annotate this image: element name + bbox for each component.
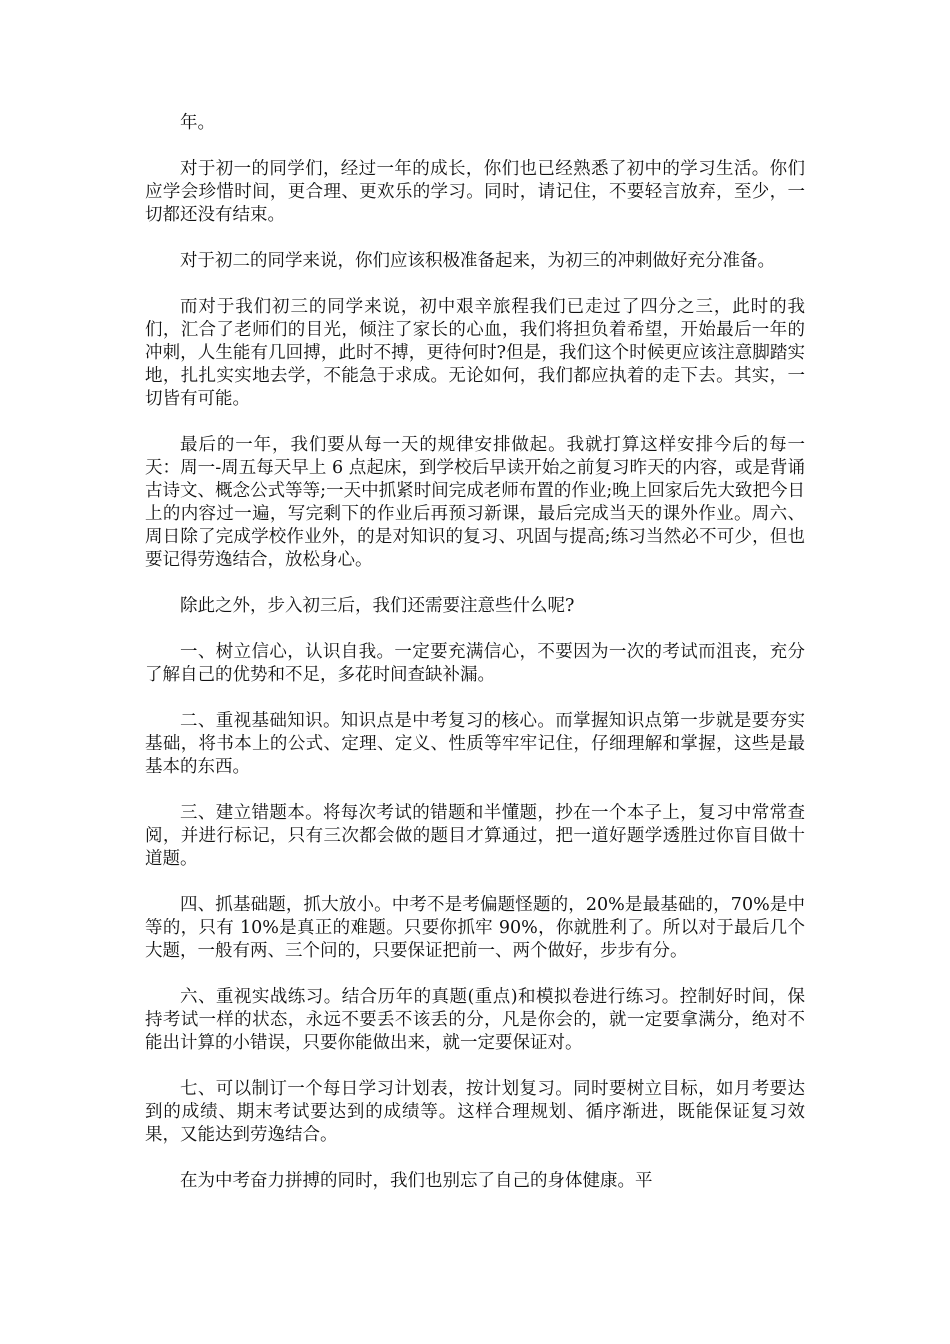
paragraph-13: 在为中考奋力拼搏的同时，我们也别忘了自己的身体健康。平: [180, 1171, 653, 1191]
paragraph-3: 对于初二的同学来说，你们应该积极准备起来，为初三的冲刺做好充分准备。: [180, 251, 775, 271]
paragraph-5: 最后的一年，我们要从每一天的规律安排做起。我就打算这样安排今后的每一天：周一-周五每天早上 6 点起床，到学校后早读开始之前复习昨天的内容，或是背诵古诗文、概念公式等等;一天中抓紧时间完成老师布置的作业;晚上回家后先大致把今日上的内容过一遍，写完剩下的作业后再预习新课，最后完成当天的课外作业。周六、周日除了完成学校作业外，的是对知识的复习、巩固与提高;练习当然必不可少，但也要记得劳逸结合，放松身心。: [145, 435, 805, 570]
document-body: [145, 112, 805, 1216]
paragraph-2: 对于初一的同学们，经过一年的成长，你们也已经熟悉了初中的学习生活。你们应学会珍惜时间，更合理、更欢乐的学习。同时，请记住，不要轻言放弃，至少，一切都还没有结束。: [145, 159, 805, 225]
paragraph-11: 六、重视实战练习。结合历年的真题(重点)和模拟卷进行练习。控制好时间，保持考试一样的状态，永远不要丢不该丢的分，凡是你会的，就一定要拿满分，绝对不能出计算的小错误，只要你能做出来，就一定要保证对。: [145, 987, 805, 1053]
paragraph-12: 七、可以制订一个每日学习计划表，按计划复习。同时要树立目标，如月考要达到的成绩、期末考试要达到的成绩等。这样合理规划、循序渐进，既能保证复习效果，又能达到劳逸结合。: [145, 1079, 805, 1145]
paragraph-4: 而对于我们初三的同学来说，初中艰辛旅程我们已走过了四分之三，此时的我们，汇合了老师们的目光，倾注了家长的心血，我们将担负着希望，开始最后一年的冲刺，人生能有几回搏，此时不搏，更待何时?但是，我们这个时候更应该注意脚踏实地，扎扎实实地去学，不能急于求成。无论如何，我们都应执着的走下去。其实，一切皆有可能。: [145, 297, 805, 409]
paragraph-9: 三、建立错题本。将每次考试的错题和半懂题，抄在一个本子上，复习中常常查阅，并进行标记，只有三次都会做的题目才算通过，把一道好题学透胜过你盲目做十道题。: [145, 803, 805, 869]
paragraph-8: 二、重视基础知识。知识点是中考复习的核心。而掌握知识点第一步就是要夯实基础，将书本上的公式、定理、定义、性质等牢牢记住，仔细理解和掌握，这些是最基本的东西。: [145, 711, 805, 777]
paragraph-10: 四、抓基础题，抓大放小。中考不是考偏题怪题的，20%是最基础的，70%是中等的，只有 10%是真正的难题。只要你抓牢 90%，你就胜利了。所以对于最后几个大题，一般有两、三个问的，只要保证把前一、两个做好，步步有分。: [145, 895, 805, 961]
paragraph-7: 一、树立信心，认识自我。一定要充满信心，不要因为一次的考试而沮丧，充分了解自己的优势和不足，多花时间查缺补漏。: [145, 642, 805, 685]
paragraph-6: 除此之外，步入初三后，我们还需要注意些什么呢?: [180, 596, 575, 616]
paragraph-1: 年。: [180, 113, 215, 133]
